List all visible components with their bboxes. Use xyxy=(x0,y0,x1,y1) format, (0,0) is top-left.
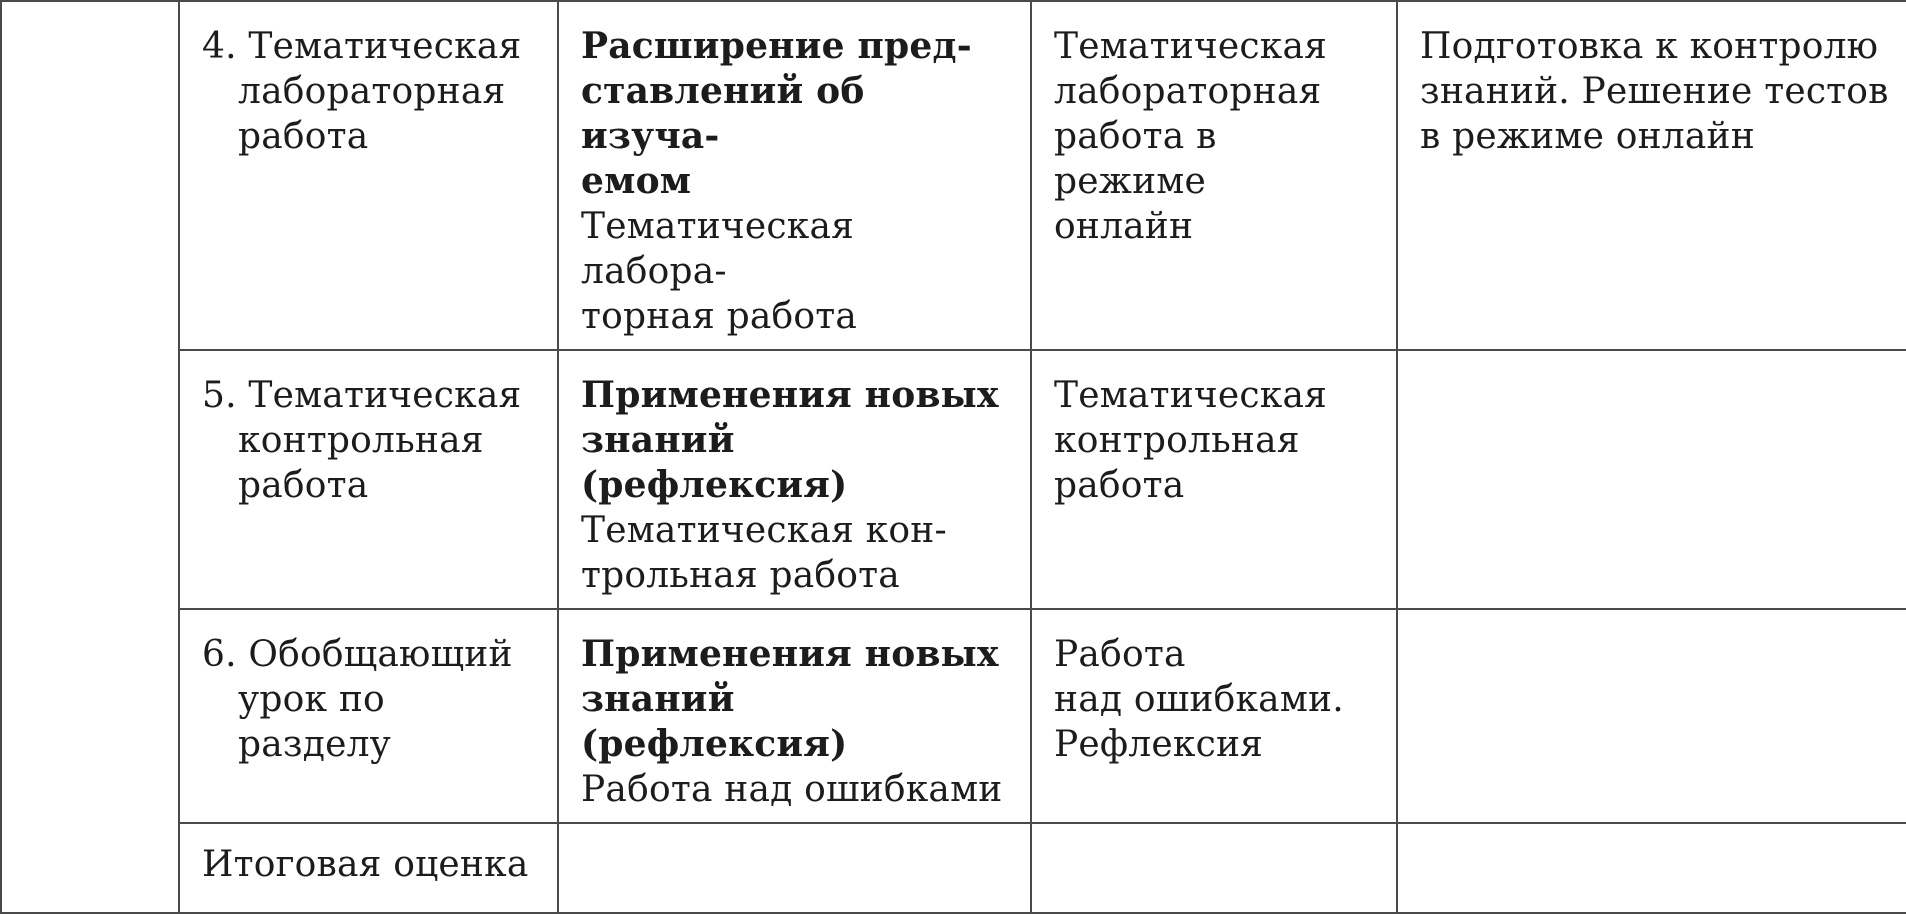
empty-cell xyxy=(1397,823,1906,913)
activity-line: Рефлексия xyxy=(1054,724,1264,765)
stage-title-line: знаний (рефлексия) xyxy=(581,419,848,506)
stage-text-line: Тематическая кон- xyxy=(581,510,947,551)
activity-line: Тематическая xyxy=(1054,375,1328,416)
activity-cell xyxy=(1031,350,1397,609)
lesson-stage-cell xyxy=(558,609,1031,823)
stage-title-line: знаний (рефлексия) xyxy=(581,678,848,765)
activity-line: над ошибками. xyxy=(1054,679,1344,720)
stage-title-line: Применения новых xyxy=(581,633,999,675)
table-row xyxy=(1,1,1906,350)
lesson-cell xyxy=(179,1,558,350)
homework-cell xyxy=(1397,1,1906,350)
stage-text-line: Работа над ошибками xyxy=(581,769,1003,810)
lesson-stage-cell xyxy=(558,1,1031,350)
activity-line: контрольная xyxy=(1054,420,1300,461)
activity-cell xyxy=(1031,609,1397,823)
empty-cell xyxy=(1031,823,1397,913)
activity-cell xyxy=(1031,1,1397,350)
lesson-stage-cell xyxy=(558,350,1031,609)
lesson-line: работа xyxy=(238,116,369,157)
lesson-title xyxy=(202,632,535,767)
lesson-line: лабораторная xyxy=(238,71,506,112)
stage-text-line: торная работа xyxy=(581,296,858,337)
lesson-line: 6. Обобщающий xyxy=(202,634,513,675)
stage-title-line: Применения новых xyxy=(581,374,999,416)
activity-line: лабораторная xyxy=(1054,71,1322,112)
homework-line: знаний. Решение тестов xyxy=(1420,71,1889,112)
lesson-title xyxy=(202,373,535,508)
lesson-line: работа xyxy=(238,465,369,506)
lesson-cell xyxy=(179,609,558,823)
activity-line: Работа xyxy=(1054,634,1186,675)
homework-line: Подготовка к контролю xyxy=(1420,26,1879,67)
stage-title-line: Расширение пред- xyxy=(581,25,972,67)
final-row xyxy=(1,823,1906,913)
stage-title-line: ставлений об изуча- xyxy=(581,70,865,157)
final-grade-label: Итоговая оценка xyxy=(202,844,529,885)
lesson-title xyxy=(202,24,535,159)
table-row xyxy=(1,350,1906,609)
lesson-line: контрольная xyxy=(238,420,484,461)
activity-line: Тематическая xyxy=(1054,26,1328,67)
homework-line: в режиме онлайн xyxy=(1420,116,1755,157)
homework-cell xyxy=(1397,350,1906,609)
homework-cell xyxy=(1397,609,1906,823)
stage-text-line: Тематическая лабора- xyxy=(581,206,855,292)
final-grade-cell xyxy=(179,823,558,913)
lesson-line: урок по разделу xyxy=(238,679,392,765)
activity-line: онлайн xyxy=(1054,206,1194,247)
activity-line: работа xyxy=(1054,465,1185,506)
stage-text-line: трольная работа xyxy=(581,555,900,596)
lesson-line: 4. Тематическая xyxy=(202,26,522,67)
stage-title-line: емом xyxy=(581,160,692,202)
lesson-line: 5. Тематическая xyxy=(202,375,522,416)
empty-cell xyxy=(558,823,1031,913)
table-row xyxy=(1,609,1906,823)
section-cell xyxy=(1,1,179,913)
activity-line: работа в режиме xyxy=(1054,116,1217,202)
lesson-cell xyxy=(179,350,558,609)
